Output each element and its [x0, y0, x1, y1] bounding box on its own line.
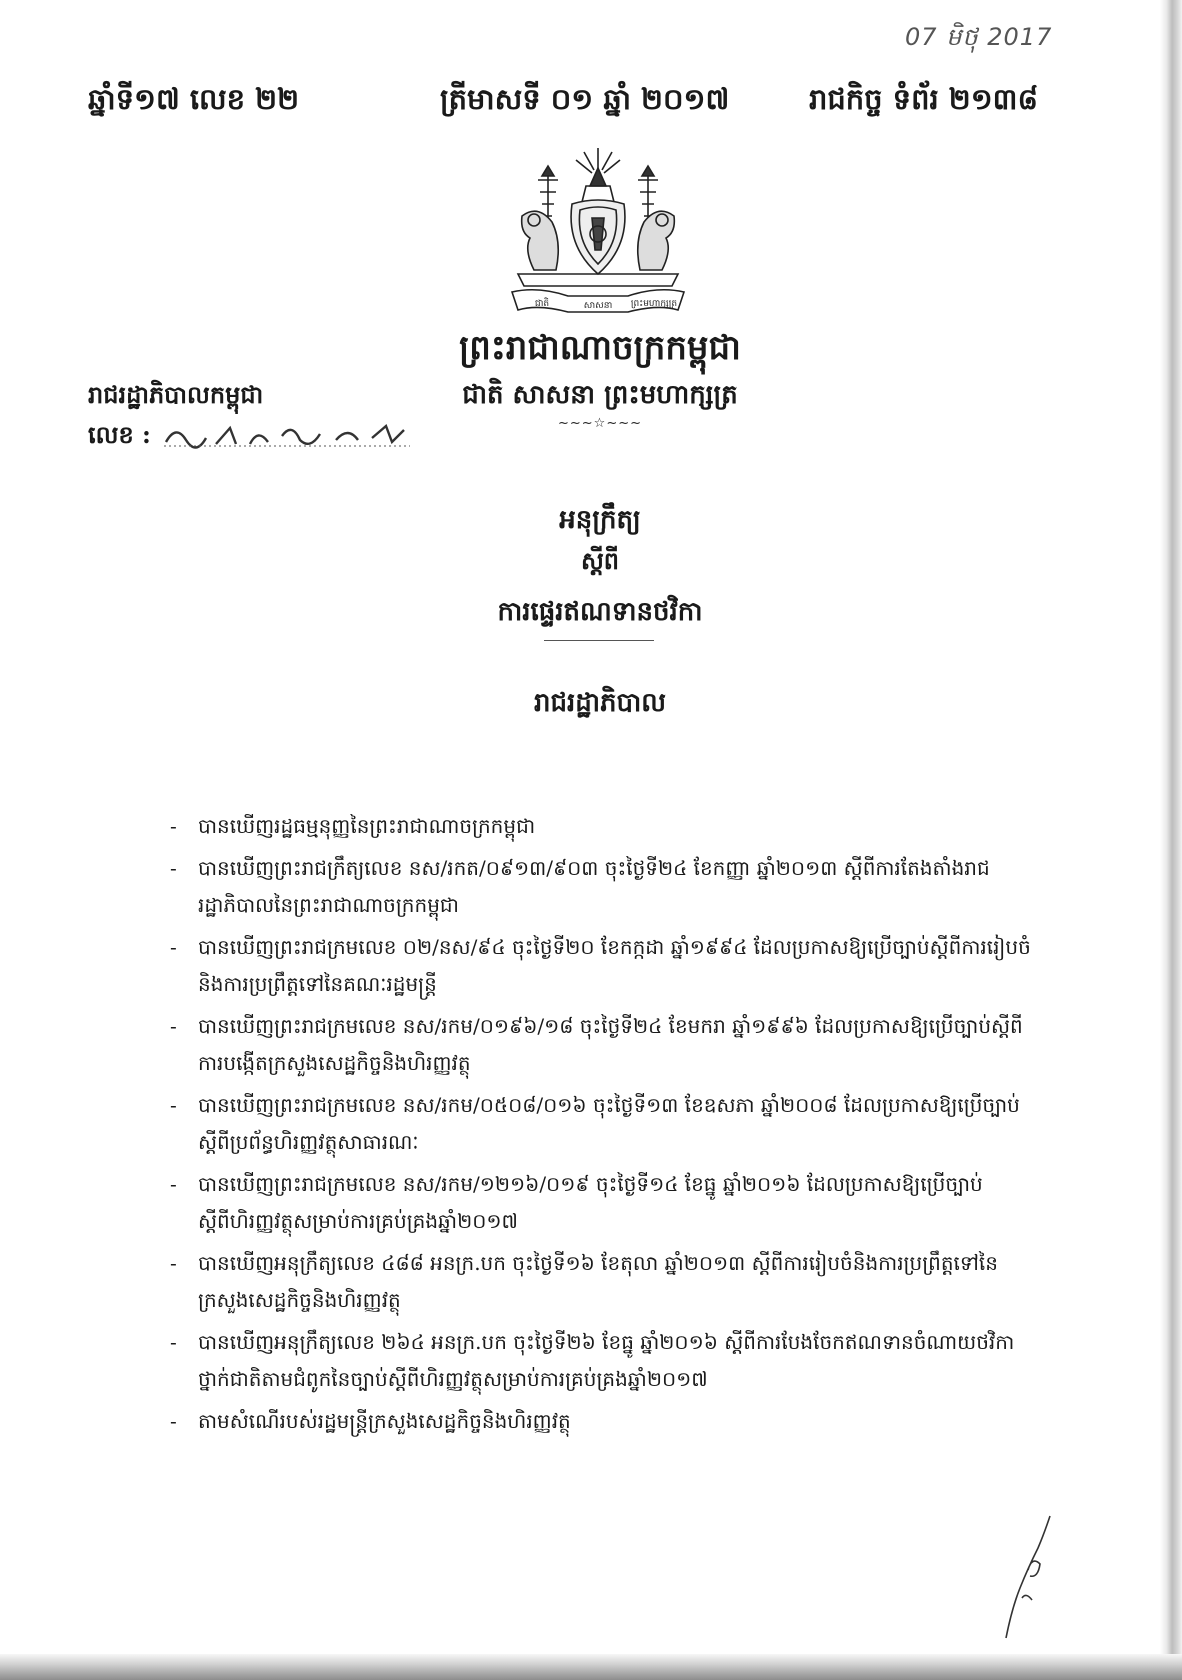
kingdom-title: ព្រះរាជាណាចក្រកម្ពុជា [459, 328, 741, 368]
document-number [88, 420, 388, 454]
gazette-header [88, 82, 1038, 126]
scan-edge-bottom [0, 1654, 1182, 1680]
separator-line [544, 640, 654, 641]
recital-item: - បានឃើញព្រះរាជក្រមលេខ នស/រកម/០៥០៨/០១៦ ចុះថ្ងៃទី១៣ ខែឧសភា ឆ្នាំ២០០៨ ដែលប្រកាសឱ្យប្រើច្បាប់ស្ដីពីប្រព័ន្ធហិរញ្ញវត្ថុសាធារណៈ [170, 1093, 1020, 1154]
recital-item: - បានឃើញព្រះរាជក្រឹត្យលេខ នស/រកត/០៩១៣/៩០៣ ចុះថ្ងៃទី២៤ ខែកញ្ញា ឆ្នាំ២០១៣ ស្ដីពីការតែងតាំងរាជរដ្ឋាភិបាលនៃព្រះរាជាណាចក្រកម្ពុជា [170, 856, 990, 917]
ornament-divider: ~~~☆~~~ [557, 416, 642, 431]
header-date: ត្រីមាសទី ០១ ឆ្នាំ ២០១៧ [440, 82, 730, 116]
lion-right-icon [638, 211, 675, 270]
recital-item: - បានឃើញអនុក្រឹត្យលេខ ២៦៤ អនក្រ.បក ចុះថ្ងៃទី២៦ ខែធ្នូ ឆ្នាំ២០១៦ ស្ដីពីការបែងចែកឥណទានចំណាយថវិកាថ្នាក់ជាតិតាមជំពូកនៃច្បាប់ស្ដីពីហិរញ្ញវត្ថុសម្រាប់ការគ្រប់គ្រងឆ្នាំ២០១៧ [170, 1330, 1015, 1391]
recitals-list [170, 808, 1040, 1445]
document-number-label: លេខ : [88, 420, 151, 449]
royal-arms-icon [508, 146, 688, 322]
header-year-issue: ឆ្នាំទី១៧ លេខ ២២ [88, 82, 300, 116]
ribbon-left-text: ជាតិ [534, 299, 550, 309]
issuer-name: រាជរដ្ឋាភិបាលកម្ពុជា [88, 380, 264, 409]
recital-item: - បានឃើញព្រះរាជក្រមលេខ នស/រកម/០១៩៦/១៨ ចុះថ្ងៃទី២៤ ខែមករា ឆ្នាំ១៩៩៦ ដែលប្រកាសឱ្យប្រើច្បាប់ស្ដីពីការបង្កើតក្រសួងសេដ្ឋកិច្ចនិងហិរញ្ញវត្ថុ [170, 1014, 1023, 1075]
issuing-body: រាជរដ្ឋាភិបាល [533, 688, 667, 718]
recital-item: - បានឃើញអនុក្រឹត្យលេខ ៤៨៨ អនក្រ.បក ចុះថ្ងៃទី១៦ ខែតុលា ឆ្នាំ២០១៣ ស្ដីពីការរៀបចំនិងការប្រព្រឹត្តទៅនៃក្រសួងសេដ្ឋកិច្ចនិងហិរញ្ញវត្ថុ [170, 1251, 998, 1312]
document-type: អនុក្រឹត្យ [559, 505, 641, 535]
recital-item: - តាមសំណើរបស់រដ្ឋមន្ត្រីក្រសួងសេដ្ឋកិច្ចនិងហិរញ្ញវត្ថុ [170, 1409, 571, 1433]
document-number-value [160, 414, 420, 454]
ribbon-center-text: សាសនា [583, 301, 613, 311]
lion-left-icon [522, 211, 559, 270]
signature-mark [998, 1508, 1058, 1643]
recital-item: - បានឃើញព្រះរាជក្រមលេខ នស/រកម/១២១៦/០១៩ ចុះថ្ងៃទី១៤ ខែធ្នូ ឆ្នាំ២០១៦ ដែលប្រកាសឱ្យប្រើច្បាប់ស្ដីពីហិរញ្ញវត្ថុសម្រាប់ការគ្រប់គ្រងឆ្នាំ២០១៧ [170, 1172, 983, 1233]
document-about: ស្ដីពី [580, 546, 620, 575]
ribbon-right-text: ព្រះមហាក្សត្រ [630, 299, 678, 309]
recital-item: - បានឃើញព្រះរាជក្រមលេខ ០២/នស/៩៤ ចុះថ្ងៃទី២០ ខែកក្កដា ឆ្នាំ១៩៩៤ ដែលប្រកាសឱ្យប្រើច្បាប់ស្ដីពីការរៀបចំនិងការប្រព្រឹត្តទៅនៃគណៈរដ្ឋមន្ត្រី [170, 935, 1031, 996]
motto: ជាតិ សាសនា ព្រះមហាក្សត្រ [462, 380, 738, 410]
document-subject: ការផ្ទេរឥណទានថវិកា [497, 597, 703, 627]
header-gazette-page: រាជកិច្ច ទំព័រ ២១៣៨ [808, 82, 1038, 116]
handwritten-date: 07 មិថុ 2017 [905, 23, 1053, 51]
recital-item: - បានឃើញរដ្ឋធម្មនុញ្ញនៃព្រះរាជាណាចក្រកម្ពុជា [170, 814, 536, 838]
scan-edge-right [1160, 0, 1182, 1680]
